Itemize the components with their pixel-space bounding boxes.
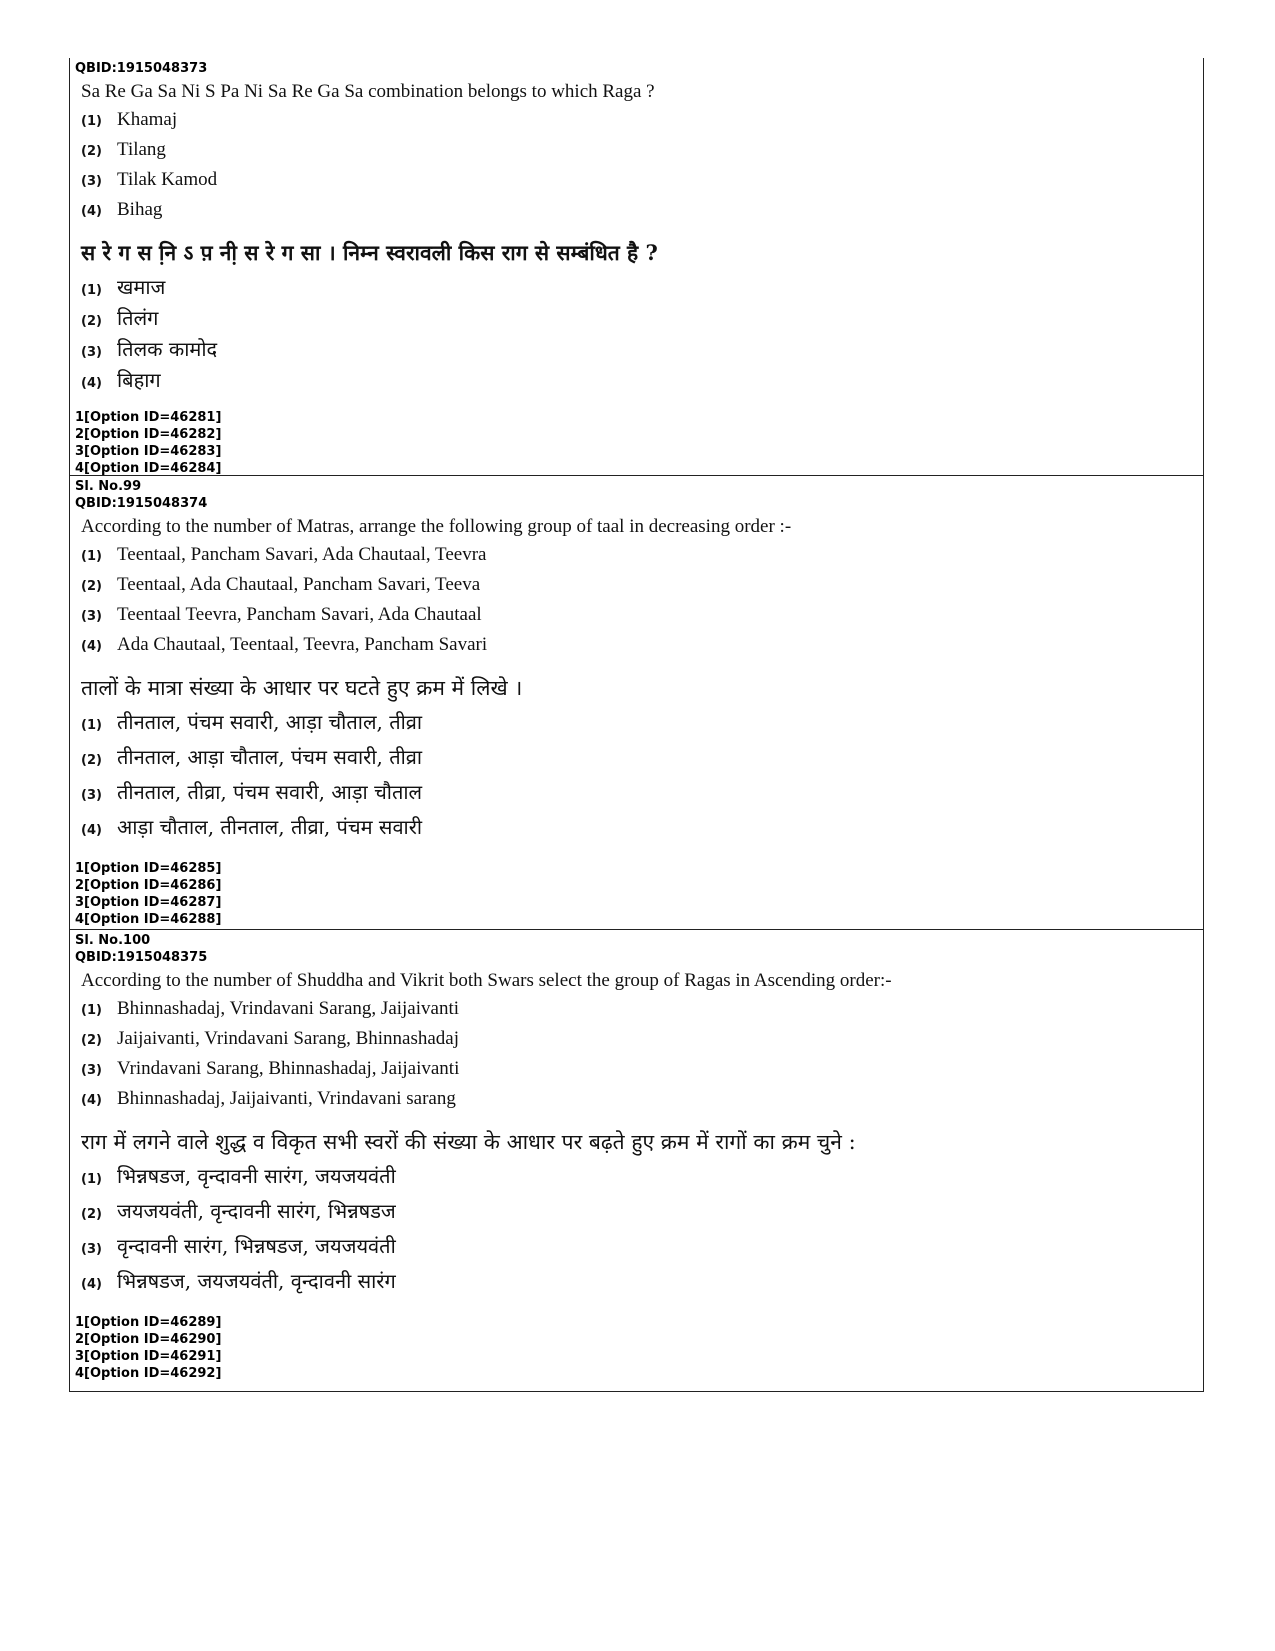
option-number: (3) (81, 609, 102, 624)
option-hindi (81, 1232, 1203, 1267)
option-hindi (81, 708, 1203, 743)
option-english (81, 634, 1203, 664)
option-hindi (81, 304, 1203, 335)
option-number: (3) (81, 174, 102, 189)
question-paper (69, 58, 1204, 1392)
option-english (81, 1028, 1203, 1058)
option-id: 4[Option ID=46292] (75, 1366, 222, 1381)
option-text: Teentaal Teevra, Pancham Savari, Ada Chautaal (117, 604, 482, 625)
option-english (81, 574, 1203, 604)
question-block-98 (69, 58, 1204, 476)
option-id: 2[Option ID=46286] (75, 878, 222, 893)
question-block-100 (69, 930, 1204, 1392)
question-text-hindi: तालों के मात्रा संख्या के आधार पर घटते हुए क्रम में लिखे । (81, 676, 523, 700)
option-text: तिलंग (117, 306, 159, 330)
option-text: Ada Chautaal, Teentaal, Teevra, Pancham Savari (117, 634, 488, 655)
serial-number: Sl. No.99 (75, 479, 142, 494)
option-text: बिहाग (117, 368, 161, 392)
option-text: तीनताल, आड़ा चौताल, पंचम सवारी, तीव्रा (117, 745, 423, 769)
option-number: (2) (81, 1033, 102, 1048)
option-english (81, 109, 1203, 139)
option-number: (3) (81, 1063, 102, 1078)
question-text-english: According to the number of Shuddha and Vikrit both Swars select the group of Ragas in Ascending order:- (81, 970, 892, 991)
option-number: (1) (81, 114, 102, 129)
option-number: (1) (81, 549, 102, 564)
option-hindi (81, 1197, 1203, 1232)
option-number: (2) (81, 314, 102, 329)
option-number: (1) (81, 283, 102, 298)
option-hindi (81, 335, 1203, 366)
option-text: Bhinnashadaj, Vrindavani Sarang, Jaijaivanti (117, 998, 460, 1019)
option-text: वृन्दावनी सारंग, भिन्नषडज, जयजयवंती (117, 1234, 396, 1258)
option-id-list (75, 409, 1203, 477)
option-text: तिलक कामोद (117, 337, 218, 361)
qbid-label: QBID:1915048375 (75, 950, 208, 965)
option-english (81, 169, 1203, 199)
option-number: (2) (81, 1207, 102, 1222)
option-text: Teentaal, Pancham Savari, Ada Chautaal, Teevra (117, 544, 487, 565)
option-text: आड़ा चौताल, तीनताल, तीव्रा, पंचम सवारी (117, 815, 423, 839)
option-text: भिन्नषडज, जयजयवंती, वृन्दावनी सारंग (117, 1269, 396, 1293)
qbid-label: QBID:1915048374 (75, 496, 208, 511)
option-id: 2[Option ID=46290] (75, 1332, 222, 1347)
serial-number: Sl. No.100 (75, 933, 151, 948)
option-hindi (81, 743, 1203, 778)
option-number: (1) (81, 718, 102, 733)
option-text: Khamaj (117, 109, 178, 130)
option-text: Vrindavani Sarang, Bhinnashadaj, Jaijaivanti (117, 1058, 460, 1079)
option-hindi (81, 778, 1203, 813)
question-block-99 (69, 476, 1204, 930)
option-id: 1[Option ID=46285] (75, 861, 222, 876)
question-text-hindi: स रे ग स नि़ ऽ प़ नी़ स रे ग सा । निम्न स्वरावली किस राग से सम्बंधित है ? (81, 240, 658, 265)
option-id: 3[Option ID=46287] (75, 895, 222, 910)
option-hindi (81, 273, 1203, 304)
option-number: (4) (81, 823, 102, 838)
option-english (81, 998, 1203, 1028)
option-text: जयजयवंती, वृन्दावनी सारंग, भिन्नषडज (117, 1199, 396, 1223)
option-id: 1[Option ID=46289] (75, 1315, 222, 1330)
option-number: (2) (81, 753, 102, 768)
option-id-list (75, 860, 1203, 928)
option-id: 4[Option ID=46284] (75, 461, 222, 476)
option-number: (3) (81, 1242, 102, 1257)
option-number: (4) (81, 639, 102, 654)
option-text: Bihag (117, 199, 163, 220)
qbid-label: QBID:1915048373 (75, 61, 208, 76)
option-hindi (81, 1267, 1203, 1302)
option-number: (1) (81, 1172, 102, 1187)
option-text: भिन्नषडज, वृन्दावनी सारंग, जयजयवंती (117, 1164, 396, 1188)
option-text: तीनताल, तीव्रा, पंचम सवारी, आड़ा चौताल (117, 780, 423, 804)
option-english (81, 1058, 1203, 1088)
option-text: Jaijaivanti, Vrindavani Sarang, Bhinnashadaj (117, 1028, 460, 1049)
option-number: (3) (81, 345, 102, 360)
option-number: (3) (81, 788, 102, 803)
option-hindi (81, 1162, 1203, 1197)
option-text: Tilak Kamod (117, 169, 218, 190)
option-number: (4) (81, 204, 102, 219)
option-text: Tilang (117, 139, 166, 160)
option-number: (4) (81, 1277, 102, 1292)
option-english (81, 1088, 1203, 1118)
option-number: (4) (81, 376, 102, 391)
option-text: तीनताल, पंचम सवारी, आड़ा चौताल, तीव्रा (117, 710, 423, 734)
option-id-list (75, 1314, 1203, 1382)
option-number: (1) (81, 1003, 102, 1018)
option-text: Teentaal, Ada Chautaal, Pancham Savari, Teeva (117, 574, 481, 595)
option-english (81, 604, 1203, 634)
option-id: 4[Option ID=46288] (75, 912, 222, 927)
option-text: Bhinnashadaj, Jaijaivanti, Vrindavani sarang (117, 1088, 456, 1109)
option-text: खमाज (117, 275, 166, 299)
question-text-english: Sa Re Ga Sa Ni S Pa Ni Sa Re Ga Sa combination belongs to which Raga ? (81, 81, 655, 102)
question-text-hindi: राग में लगने वाले शुद्ध व विकृत सभी स्वरों की संख्या के आधार पर बढ़ते हुए क्रम में रागों का क्रम चुने : (81, 1130, 856, 1154)
option-number: (2) (81, 144, 102, 159)
option-number: (2) (81, 579, 102, 594)
option-number: (4) (81, 1093, 102, 1108)
option-id: 1[Option ID=46281] (75, 410, 222, 425)
option-english (81, 199, 1203, 229)
question-text-english: According to the number of Matras, arrange the following group of taal in decreasing order :- (81, 516, 792, 537)
option-english (81, 139, 1203, 169)
option-hindi (81, 366, 1203, 397)
option-hindi (81, 813, 1203, 848)
option-id: 2[Option ID=46282] (75, 427, 222, 442)
option-id: 3[Option ID=46291] (75, 1349, 222, 1364)
option-english (81, 544, 1203, 574)
option-id: 3[Option ID=46283] (75, 444, 222, 459)
